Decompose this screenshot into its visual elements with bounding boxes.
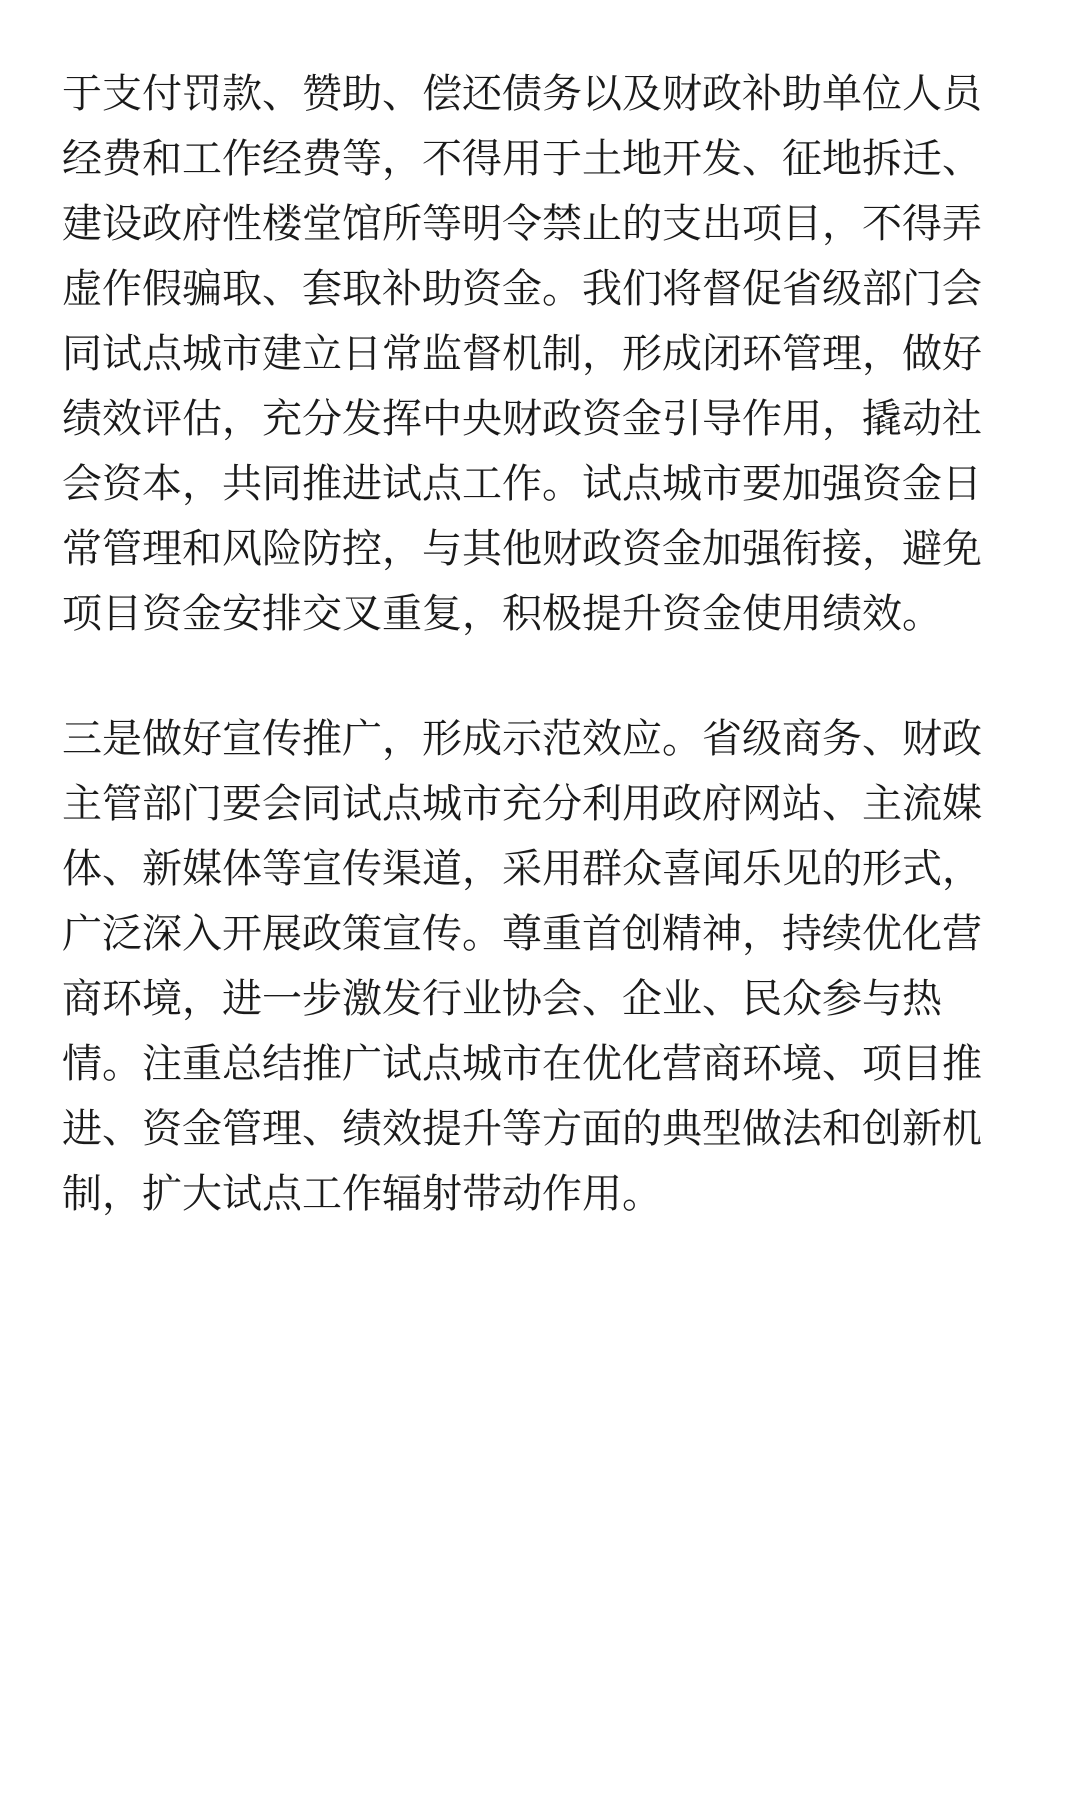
text-line: 同试点城市建立日常监督机制，形成闭环管理，做好: [62, 331, 982, 377]
text-line: 常管理和风险防控，与其他财政资金加强衔接，避免: [62, 526, 982, 572]
text-line: 会资本，共同推进试点工作。试点城市要加强资金日: [62, 461, 982, 507]
paragraph-funding-rules: [62, 62, 1022, 647]
text-line: 虚作假骗取、套取补助资金。我们将督促省级部门会: [62, 266, 982, 312]
text-line: 体、新媒体等宣传渠道，采用群众喜闻乐见的形式，: [62, 846, 982, 892]
text-line: 广泛深入开展政策宣传。尊重首创精神，持续优化营: [62, 911, 982, 957]
text-line: 建设政府性楼堂馆所等明令禁止的支出项目，不得弄: [62, 201, 982, 247]
article-body: [62, 62, 1022, 1227]
paragraph-spacer: [62, 647, 1022, 707]
text-line: 进、资金管理、绩效提升等方面的典型做法和创新机: [62, 1106, 982, 1152]
text-line: 于支付罚款、赞助、偿还债务以及财政补助单位人员: [62, 71, 982, 117]
text-line: 情。注重总结推广试点城市在优化营商环境、项目推: [62, 1041, 982, 1087]
text-line: 绩效评估，充分发挥中央财政资金引导作用，撬动社: [62, 396, 982, 442]
text-line: 主管部门要会同试点城市充分利用政府网站、主流媒: [62, 781, 982, 827]
text-line: 经费和工作经费等，不得用于土地开发、征地拆迁、: [62, 136, 982, 182]
text-line: 三是做好宣传推广，形成示范效应。省级商务、财政: [62, 716, 982, 762]
text-line: 商环境，进一步激发行业协会、企业、民众参与热: [62, 976, 942, 1022]
text-line: 制，扩大试点工作辐射带动作用。: [62, 1171, 662, 1217]
text-line: 项目资金安排交叉重复，积极提升资金使用绩效。: [62, 591, 942, 637]
paragraph-publicity: [62, 707, 1022, 1227]
